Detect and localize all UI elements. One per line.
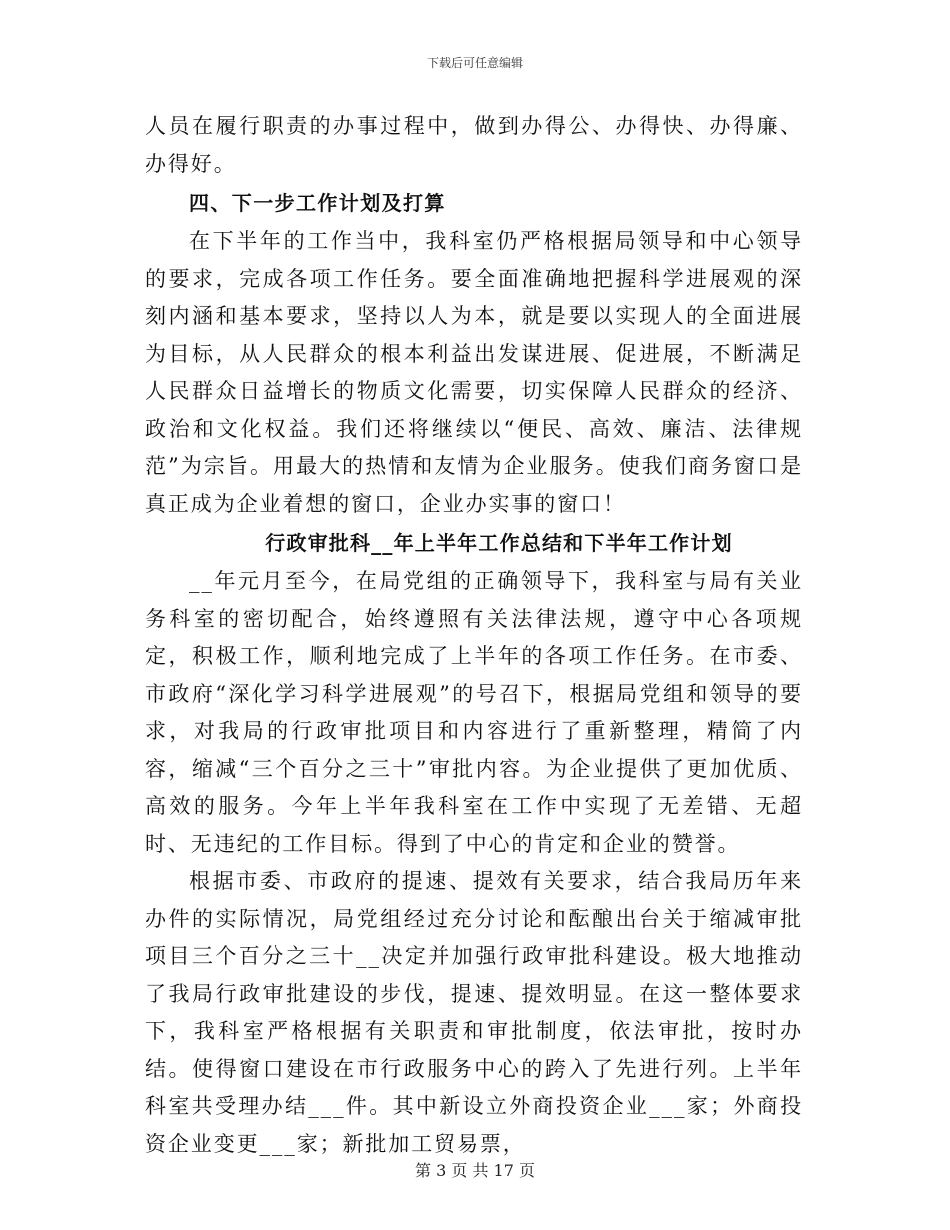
paragraph-plan: 在下半年的工作当中，我科室仍严格根据局领导和中心领导的要求，完成各项工作任务。要全面准确地把握科学进展观的深刻内涵和基本要求，坚持以人为本，就是要以实现人的全面进展为目标，从人民群众的根本利益出发谋进展、促进展，不断满足人民群众日益增长的物质文化需要，切实保障人民群众的经济、政治和文化权益。我们还将继续以“便民、高效、廉洁、法律规范”为宗旨。用最大的热情和友情为企业服务。使我们商务窗口是真正成为企业着想的窗口，企业办实事的窗口！: [145, 229, 803, 516]
paragraph-intro: __年元月至今，在局党组的正确领导下，我科室与局有关业务科室的密切配合，始终遵照有关法律法规，遵守中心各项规定，积极工作，顺利地完成了上半年的各项工作任务。在市委、市政府“深化学习科学进展观”的号召下，根据局党组和领导的要求，对我局的行政审批项目和内容进行了重新整理，精简了内容，缩减“三个百分之三十”审批内容。为企业提供了更加优质、高效的服务。今年上半年我科室在工作中实现了无差错、无超时、无违纪的工作目标。得到了中心的肯定和企业的赞誉。: [145, 569, 803, 856]
paragraph-continued: 人员在履行职责的办事过程中，做到办得公、办得快、办得廉、办得好。: [145, 114, 803, 176]
document-title: 行政审批科__年上半年工作总结和下半年工作计划: [265, 531, 733, 555]
document-body: [145, 108, 803, 1163]
page-footer: 第 3 页 共 17 页: [415, 1161, 535, 1180]
paragraph-detail: 根据市委、市政府的提速、提效有关要求，结合我局历年来办件的实际情况，局党组经过充分讨论和酝酿出台关于缩减审批项目三个百分之三十__决定并加强行政审批科建设。极大地推动了我局行政审批建设的步伐，提速、提效明显。在这一整体要求下，我科室严格根据有关职责和审批制度，依法审批，按时办结。使得窗口建设在市行政服务中心的跨入了先进行列。上半年科室共受理办结___件。其中新设立外商投资企业___家；外商投资企业变更___家；新批加工贸易票，: [145, 869, 803, 1156]
section-heading: 四、下一步工作计划及打算: [189, 191, 446, 215]
header-note: 下载后可任意编辑: [426, 56, 523, 70]
